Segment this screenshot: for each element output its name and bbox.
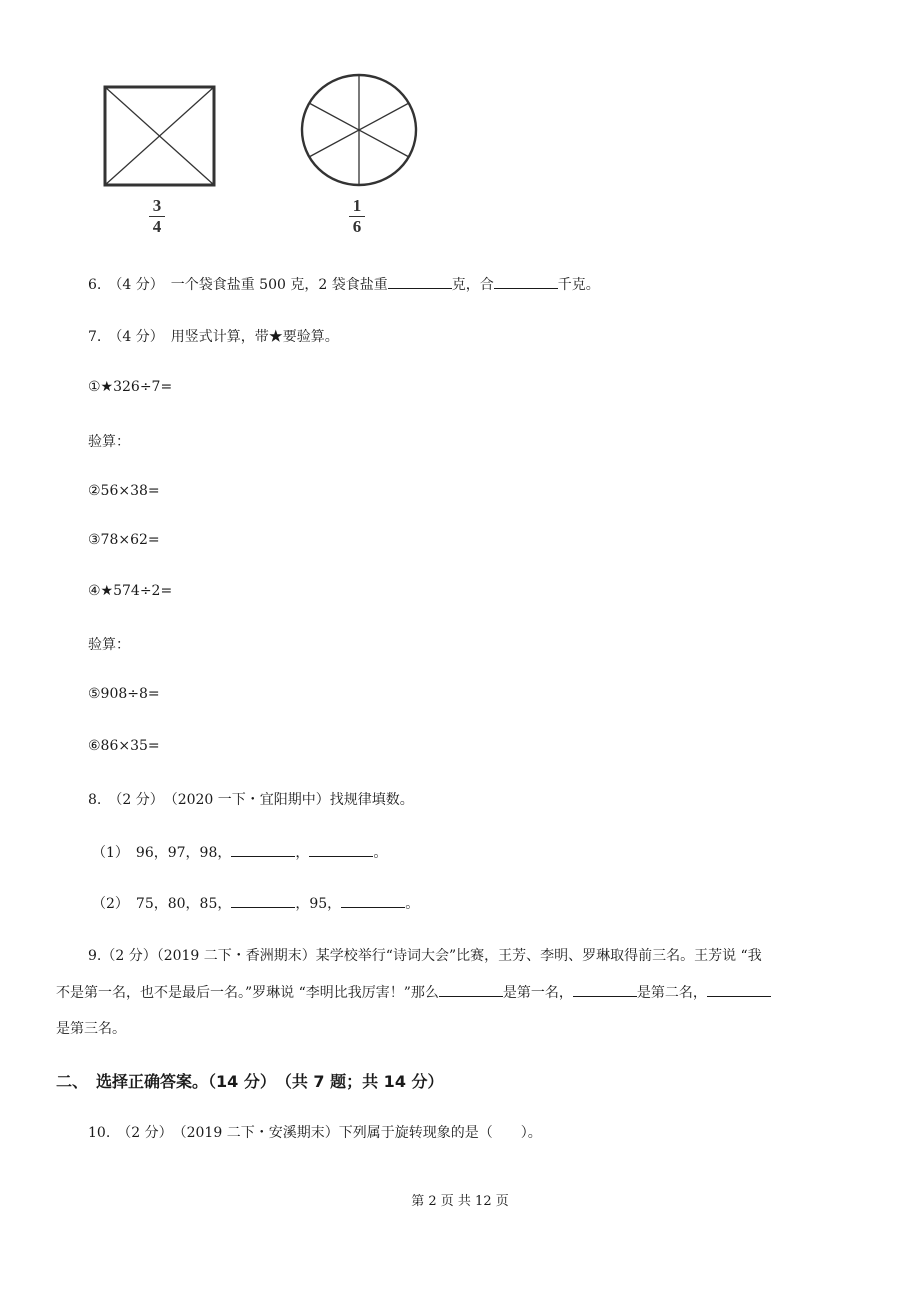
question-9-line-2 [56,982,771,1002]
calc-item-2: ②56×38= [88,483,160,499]
square-fraction-denominator: 4 [152,217,162,236]
sequence-end: 。 [405,896,420,912]
question-6-text: 6. （4 分） 一个袋食盐重 500 克，2 袋食盐重 [88,277,388,293]
question-9-text: 不是第一名，也不是最后一名。”罗琳说 “李明比我厉害！”那么 [56,985,439,1001]
square-figure [100,82,220,190]
circle-fraction-denominator: 6 [352,217,362,236]
answer-blank[interactable] [309,842,373,857]
question-6 [88,274,600,294]
question-8: 8. （2 分） （2020 一下・宜阳期中）找规律填数。 [88,792,414,808]
verify-label: 验算： [88,434,130,450]
square-fraction-numerator: 3 [152,196,162,215]
sequence-end: 。 [373,845,388,861]
answer-blank[interactable] [707,982,771,997]
answer-blank[interactable] [388,274,452,289]
calc-item-4: ④★574÷2= [88,583,173,599]
square-fraction [147,197,167,236]
calc-item-3: ③78×62= [88,532,160,548]
calc-item-6: ⑥86×35= [88,738,160,754]
first-place-label: 是第一名， [502,985,573,1001]
circle-fraction [347,197,367,236]
sequence-separator: ， [295,845,310,861]
sequence-middle: ，95， [295,896,342,912]
answer-blank[interactable] [494,274,558,289]
question-10: 10. （2 分） （2019 二下・安溪期末）下列属于旋转现象的是（ ）。 [88,1125,542,1141]
question-8-row-1 [92,842,387,862]
calc-item-1: ①★326÷7= [88,379,173,395]
circle-figure [298,72,422,190]
question-6-unit-b: 千克。 [557,277,600,293]
circle-fraction-numerator: 1 [352,196,362,215]
question-9-line-1: 9.（2 分）（2019 二下・香洲期末）某学校举行“诗词大会”比赛，王芳、李明、罗琳取得前三名。王芳说 “我 [88,948,762,964]
section-2-title: 二、 选择正确答案。（14 分） （共 7 题；共 14 分） [56,1072,444,1091]
answer-blank[interactable] [573,982,637,997]
question-8-row-2 [92,893,419,913]
answer-blank[interactable] [439,982,503,997]
sequence-1-text: （1） 96，97，98， [92,845,232,861]
question-9-line-3: 是第三名。 [56,1021,126,1037]
verify-label: 验算： [88,637,130,653]
question-6-unit-a: 克，合 [451,277,494,293]
calc-item-5: ⑤908÷8= [88,686,160,702]
second-place-label: 是第二名， [636,985,707,1001]
question-7: 7. （4 分） 用竖式计算，带★要验算。 [88,329,339,345]
answer-blank[interactable] [231,893,295,908]
page-number: 第 2 页 共 12 页 [411,1194,509,1209]
answer-blank[interactable] [341,893,405,908]
sequence-2-text: （2） 75，80，85， [92,896,232,912]
answer-blank[interactable] [231,842,295,857]
